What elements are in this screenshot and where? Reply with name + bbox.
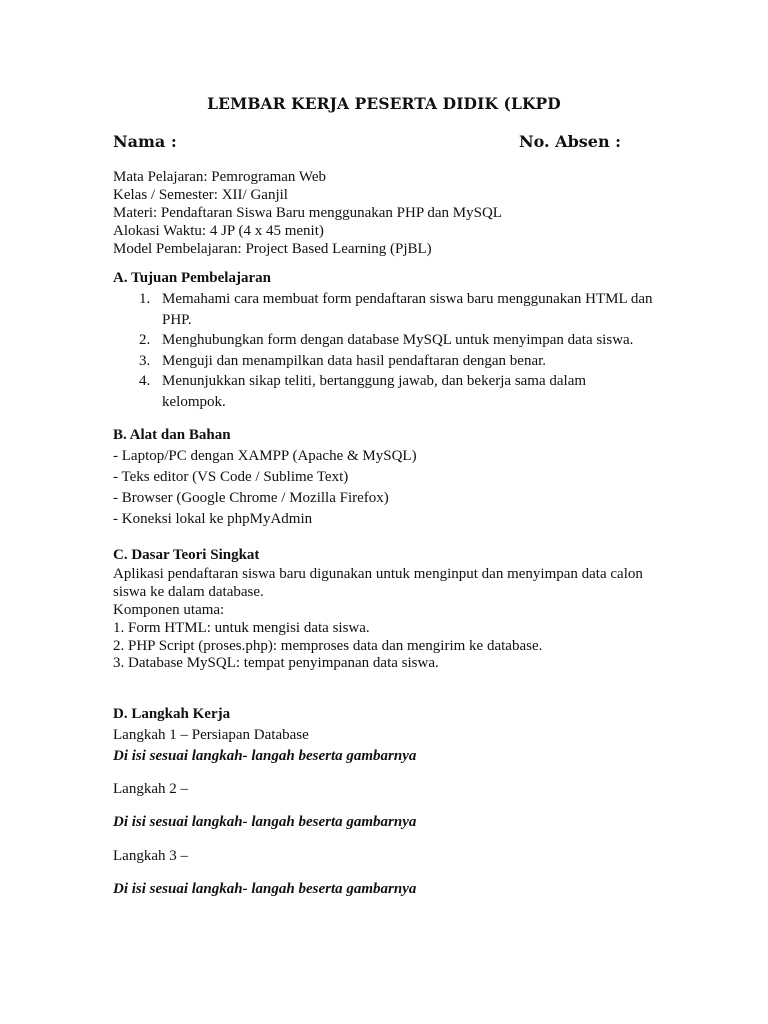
theory-line: Aplikasi pendaftaran siswa baru digunakan untuk menginput dan menyimpan data calon [113, 566, 643, 582]
step-label: Langkah 3 – [113, 848, 188, 864]
step-label: Langkah 2 – [113, 781, 188, 797]
info-alokasi-waktu: Alokasi Waktu: 4 JP (4 x 45 menit) [113, 223, 324, 239]
step-note: Di isi sesuai langkah- langah beserta gambarnya [113, 748, 417, 764]
info-model-pembelajaran: Model Pembelajaran: Project Based Learning (PjBL) [113, 241, 432, 257]
tool-item: - Browser (Google Chrome / Mozilla Firefox) [113, 490, 389, 506]
objective-text: Memahami cara membuat form pendaftaran siswa baru menggunakan HTML dan [162, 291, 653, 307]
objective-number: 2. [139, 332, 151, 348]
step-label: Langkah 1 – Persiapan Database [113, 727, 309, 743]
objective-number: 3. [139, 353, 151, 369]
page-title: LEMBAR KERJA PESERTA DIDIK (LKPD [207, 94, 561, 113]
objective-text: kelompok. [162, 394, 226, 410]
info-materi: Materi: Pendaftaran Siswa Baru menggunakan PHP dan MySQL [113, 205, 502, 221]
tool-item: - Teks editor (VS Code / Sublime Text) [113, 469, 349, 485]
absen-label: No. Absen : [519, 132, 622, 151]
objective-text: Menguji dan menampilkan data hasil pendaftaran dengan benar. [162, 353, 547, 369]
section-a-heading: A. Tujuan Pembelajaran [113, 270, 271, 286]
section-d-heading: D. Langkah Kerja [113, 706, 231, 722]
step-note: Di isi sesuai langkah- langah beserta gambarnya [113, 881, 417, 897]
theory-line: 2. PHP Script (proses.php): memproses data dan mengirim ke database. [113, 638, 543, 654]
objective-text: Menghubungkan form dengan database MySQL untuk menyimpan data siswa. [162, 332, 634, 348]
objective-text: PHP. [162, 312, 192, 328]
theory-line: 1. Form HTML: untuk mengisi data siswa. [113, 620, 370, 636]
theory-line: Komponen utama: [113, 602, 225, 618]
objective-number: 1. [139, 291, 151, 307]
tool-item: - Laptop/PC dengan XAMPP (Apache & MySQL) [113, 448, 417, 464]
theory-line: siswa ke dalam database. [113, 584, 264, 600]
info-kelas-semester: Kelas / Semester: XII/ Ganjil [113, 187, 288, 203]
tool-item: - Koneksi lokal ke phpMyAdmin [113, 511, 313, 527]
info-mata-pelajaran: Mata Pelajaran: Pemrograman Web [113, 169, 327, 185]
step-note: Di isi sesuai langkah- langah beserta gambarnya [113, 814, 417, 830]
theory-line: 3. Database MySQL: tempat penyimpanan data siswa. [113, 655, 439, 671]
nama-label: Nama : [113, 132, 177, 151]
objective-number: 4. [139, 373, 151, 389]
section-c-heading: C. Dasar Teori Singkat [113, 547, 260, 563]
objective-text: Menunjukkan sikap teliti, bertanggung jawab, dan bekerja sama dalam [162, 373, 587, 389]
section-b-heading: B. Alat dan Bahan [113, 427, 231, 443]
